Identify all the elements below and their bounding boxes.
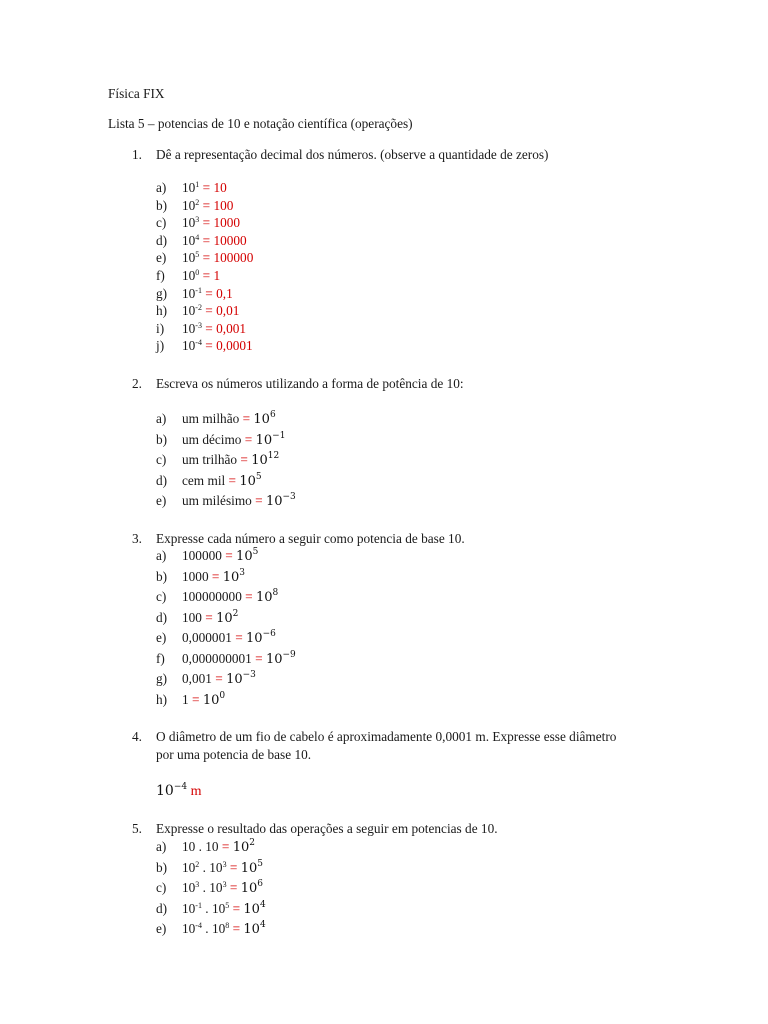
list-item <box>156 920 266 939</box>
item-label: a) <box>156 548 167 563</box>
equals-sign: = <box>242 411 251 426</box>
answer-power: $10^{12}$ <box>251 451 280 468</box>
decimal-answer: 10 <box>213 180 227 195</box>
item-text: 1 <box>182 691 189 707</box>
equals-sign: = <box>202 268 211 283</box>
list-item <box>156 214 240 232</box>
equals-sign: = <box>244 431 253 447</box>
list-item <box>156 859 263 878</box>
power-of-ten: $10^4$ <box>182 232 200 248</box>
list-item <box>156 431 285 450</box>
decimal-answer: 0,001 <box>216 320 247 336</box>
list-item <box>156 492 296 511</box>
equals-sign: = <box>229 859 238 875</box>
answer-power: $10^4$ <box>243 920 266 937</box>
power-of-ten: 10 <box>205 839 219 854</box>
equals-sign: = <box>202 232 211 248</box>
equals-sign: = <box>235 630 243 645</box>
item-label: b) <box>156 197 168 213</box>
question-4-text-continued: por uma potencia de base 10. <box>156 747 312 762</box>
power-of-ten: $10^3$ <box>182 880 200 895</box>
power-of-ten: $10^3$ <box>209 880 227 895</box>
item-label: b) <box>156 568 168 584</box>
multiply-dot: . <box>201 921 212 936</box>
question-text: Escreva os números utilizando a forma de potência de 10: <box>156 376 464 391</box>
item-text: 100 <box>182 609 202 625</box>
document-title: Física FIX <box>108 86 165 101</box>
item-label: a) <box>156 411 167 426</box>
list-item <box>156 179 227 197</box>
question-text: Expresse cada número a seguir como potencia de base 10. <box>156 531 465 546</box>
item-label: a) <box>156 180 167 195</box>
item-text: um décimo <box>182 431 242 447</box>
question-number: 3. <box>132 531 142 546</box>
equals-sign: = <box>221 839 230 854</box>
list-item <box>156 900 266 919</box>
item-text: cem mil <box>182 472 226 488</box>
list-item <box>156 588 278 607</box>
equals-sign: = <box>229 880 238 895</box>
equals-sign: = <box>202 250 211 266</box>
equals-sign: = <box>191 691 200 707</box>
question-number: 5. <box>132 821 142 836</box>
power-of-ten: $10^5$ <box>211 900 230 916</box>
item-label: i) <box>156 320 165 336</box>
question-number: 1. <box>132 147 142 162</box>
item-label: h) <box>156 303 168 319</box>
answer-power: $10^{-1}$ <box>255 430 286 448</box>
power-of-ten: $10^5$ <box>182 250 200 266</box>
item-label: e) <box>156 250 167 266</box>
decimal-answer: 1 <box>213 268 221 283</box>
equals-sign: = <box>205 285 213 301</box>
item-text: 0,000001 <box>182 630 232 645</box>
list-item <box>156 232 247 250</box>
question-text: O diâmetro de um fio de cabelo é aproximadamente 0,0001 m. Expresse esse diâmetro <box>156 729 617 744</box>
equals-sign: = <box>205 320 213 336</box>
equals-sign: = <box>232 921 241 936</box>
equals-sign: = <box>202 215 211 231</box>
question-4-answer: $10^{-4}$ m <box>156 782 202 799</box>
list-item <box>156 691 225 710</box>
decimal-answer: 0,1 <box>216 285 233 301</box>
list-item <box>156 451 279 470</box>
question-number: 2. <box>132 376 142 391</box>
list-item <box>156 670 256 689</box>
equals-sign: = <box>215 671 223 686</box>
decimal-answer: 100000 <box>213 250 254 266</box>
answer-power: $10^3$ <box>222 567 246 585</box>
equals-sign: = <box>240 452 248 467</box>
item-text: um milhão <box>182 411 240 426</box>
item-label: d) <box>156 900 168 916</box>
decimal-answer: 1000 <box>213 215 241 231</box>
multiply-dot: . <box>199 859 210 875</box>
item-label: c) <box>156 589 167 604</box>
item-text: 100000 <box>182 548 222 563</box>
item-label: c) <box>156 215 167 231</box>
list-item <box>156 267 220 285</box>
equals-sign: = <box>211 568 220 584</box>
item-label: b) <box>156 431 168 447</box>
equals-sign: = <box>205 338 213 354</box>
equals-sign: = <box>225 548 233 563</box>
equals-sign: = <box>255 493 263 508</box>
item-label: j) <box>156 338 165 354</box>
power-of-ten: $10^1$ <box>182 180 200 195</box>
answer-power: $10^2$ <box>232 838 256 855</box>
power-of-ten: $10^{-1}$ <box>182 285 202 301</box>
item-text: 0,001 <box>182 671 212 686</box>
item-text: 0,000000001 <box>182 650 252 666</box>
answer-power: $10^2$ <box>216 608 239 626</box>
equals-sign: = <box>205 609 213 625</box>
item-label: c) <box>156 880 167 895</box>
power-of-ten: $10^0$ <box>182 268 200 283</box>
power-of-ten: $10^8$ <box>211 921 230 936</box>
answer-power: $10^5$ <box>236 547 259 564</box>
list-item <box>156 249 253 267</box>
list-item <box>156 410 276 429</box>
item-label: b) <box>156 859 168 875</box>
item-label: e) <box>156 630 167 645</box>
item-label: e) <box>156 493 167 508</box>
list-item <box>156 629 276 648</box>
equals-sign: = <box>205 303 213 319</box>
answer-power: $10^4$ <box>243 899 266 917</box>
equals-sign: = <box>202 197 211 213</box>
list-item <box>156 197 233 215</box>
item-label: d) <box>156 472 168 488</box>
list-item <box>156 568 245 587</box>
equals-sign: = <box>228 472 237 488</box>
item-text: 100000000 <box>182 589 242 604</box>
list-item <box>156 650 296 669</box>
decimal-answer: 0,0001 <box>216 338 253 354</box>
list-item <box>156 337 253 355</box>
answer-power: $10^5$ <box>239 471 262 489</box>
answer-power: $10^{-3}$ <box>265 492 296 509</box>
answer-power: $10^0$ <box>202 690 226 708</box>
item-label: d) <box>156 232 168 248</box>
multiply-dot: . <box>201 900 212 916</box>
equals-sign: = <box>202 180 211 195</box>
question-number: 4. <box>132 729 142 744</box>
answer-power: $10^6$ <box>240 879 264 896</box>
decimal-answer: 0,01 <box>216 303 240 319</box>
power-of-ten: $10^{-4}$ <box>182 338 202 354</box>
equals-sign: = <box>232 900 241 916</box>
power-of-ten: $10^{-4}$ <box>182 921 202 936</box>
list-item <box>156 879 263 898</box>
item-label: g) <box>156 285 168 301</box>
power-of-ten: $10^2$ <box>182 859 200 875</box>
equals-sign: = <box>245 589 253 604</box>
item-label: c) <box>156 452 167 467</box>
list-item <box>156 302 239 320</box>
multiply-dot: . <box>199 880 210 895</box>
answer-power: $10^{-6}$ <box>246 629 276 646</box>
power-of-ten: $10^{-1}$ <box>182 900 202 916</box>
power-of-ten: $10^3$ <box>209 859 227 875</box>
answer-power: $10^6$ <box>253 410 276 427</box>
item-label: e) <box>156 921 167 936</box>
answer-power: $10^5$ <box>240 858 264 876</box>
power-of-ten: $10^3$ <box>182 215 200 231</box>
answer-power: $10^{-3}$ <box>226 670 256 687</box>
list-item <box>156 472 262 491</box>
item-label: f) <box>156 650 165 666</box>
item-text: um milésimo <box>182 493 252 508</box>
list-subtitle: Lista 5 – potencias de 10 e notação científica (operações) <box>108 116 413 131</box>
power-of-ten: $10^2$ <box>182 197 200 213</box>
item-label: g) <box>156 671 168 686</box>
list-item <box>156 320 246 338</box>
item-text: 1000 <box>182 568 209 584</box>
list-item <box>156 838 255 857</box>
answer-unit: m <box>190 784 202 799</box>
item-text: um trilhão <box>182 452 238 467</box>
list-item <box>156 547 258 566</box>
question-text: Expresse o resultado das operações a seguir em potencias de 10. <box>156 821 498 836</box>
equals-sign: = <box>255 650 263 666</box>
multiply-dot: . <box>195 839 206 854</box>
item-label: a) <box>156 839 167 854</box>
item-label: f) <box>156 268 165 283</box>
decimal-answer: 10000 <box>213 232 247 248</box>
decimal-answer: 100 <box>213 197 234 213</box>
list-item <box>156 285 233 303</box>
item-label: h) <box>156 691 168 707</box>
list-item <box>156 609 238 628</box>
question-text: Dê a representação decimal dos números. (observe a quantidade de zeros) <box>156 147 549 162</box>
power-of-ten: $10^{-3}$ <box>182 320 202 336</box>
power-of-ten: $10^{-2}$ <box>182 303 202 319</box>
power-of-ten: 10 <box>182 839 196 854</box>
answer-power: $10^{-9}$ <box>265 649 296 667</box>
answer-power: $10^8$ <box>256 588 279 605</box>
item-label: d) <box>156 609 168 625</box>
